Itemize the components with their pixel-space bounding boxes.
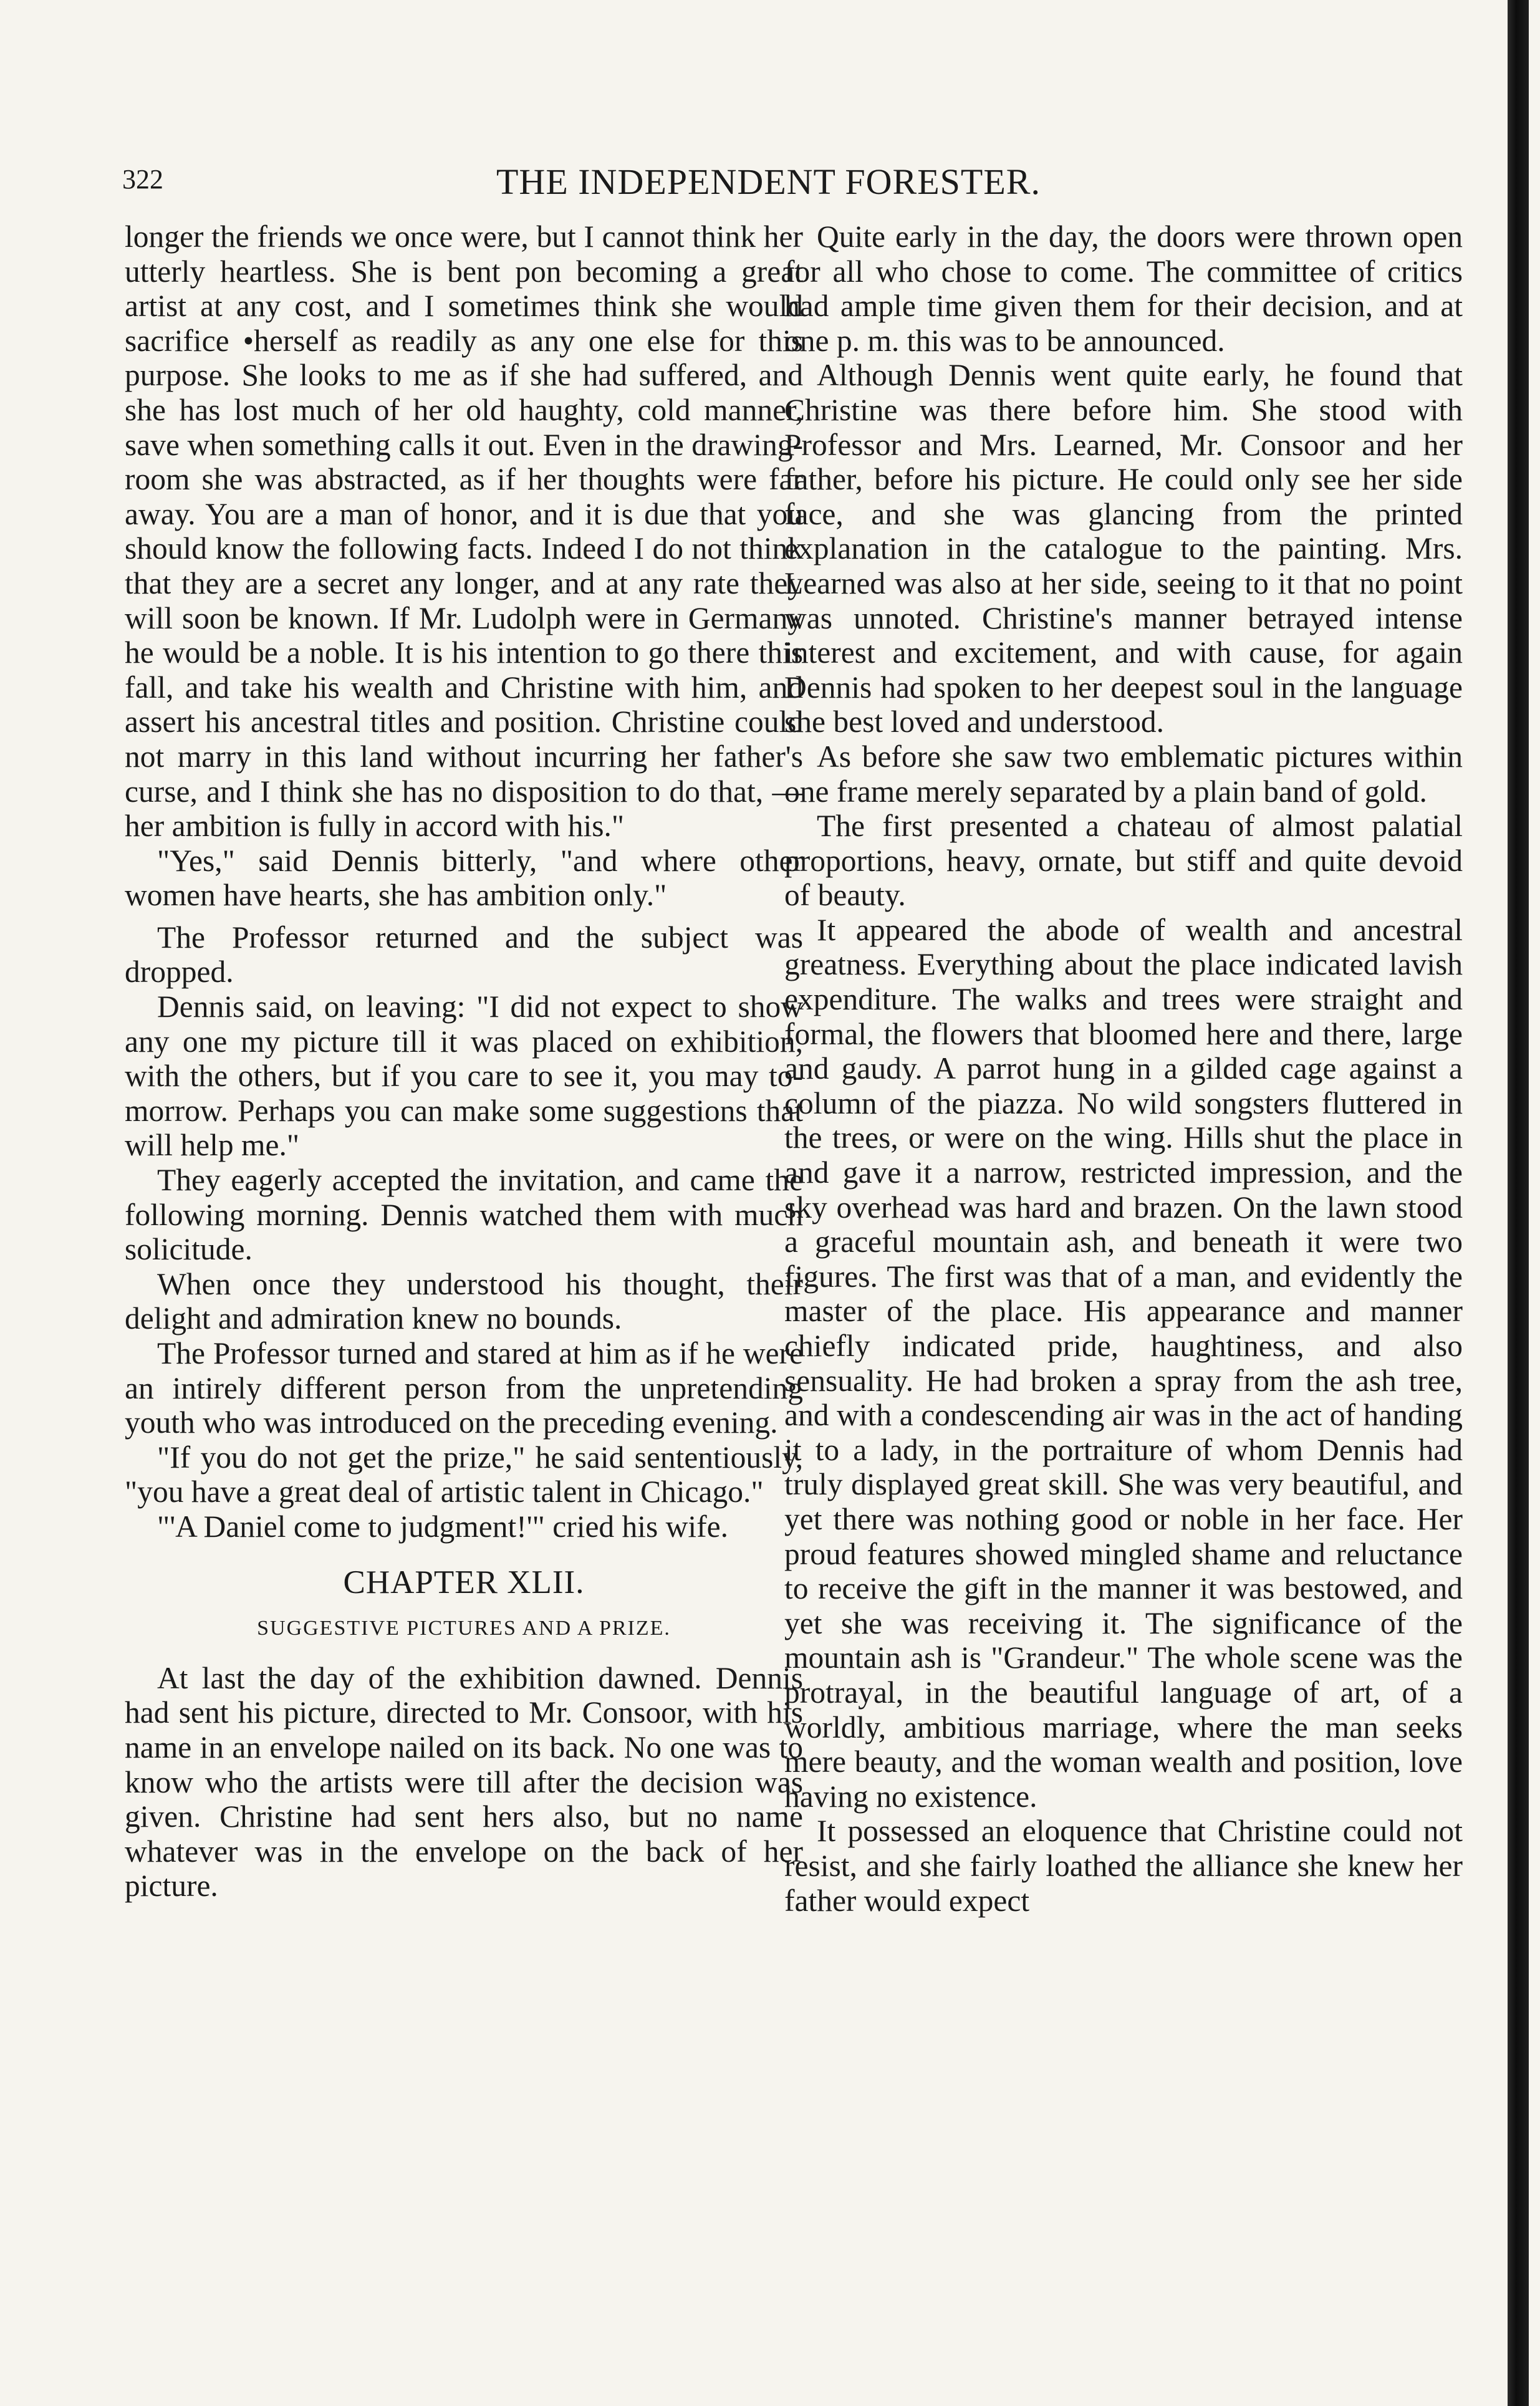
- chapter-heading: CHAPTER XLII.: [343, 1564, 585, 1600]
- chapter-subtitle: SUGGESTIVE PICTURES AND A PRIZE.: [257, 1617, 671, 1640]
- paragraph: longer the friends we once were, but I cannot think her utterly heartless. She is bent pon becoming a great artist at any cost, and I sometimes think she would sacrifice •herself as readily as any one else for this purpose. She looks to me as if she had suffered, and she has lost much of her old haughty, cold manner, save when something calls it out. Even in the drawing-room she was abstracted, as if her thoughts were far away. You are a man of honor, and it is due that you should know the following facts. Indeed I do not think that they are a secret any longer, and at any rate they will soon be known. If Mr. Ludolph were in Germany he would be a noble. It is his intention to go there this fall, and take his wealth and Christine with him, and assert his ancestral titles and position. Christine could not marry in this land without incurring her father's curse, and I think she has no disposition to do that, —her ambition is fully in accord with his.": [125, 219, 803, 844]
- paragraph: The first presented a chateau of almost palatial proportions, heavy, ornate, but stiff and quite devoid of beauty.: [784, 809, 1463, 913]
- paragraph: When once they understood his thought, their delight and admiration knew no bounds.: [125, 1266, 803, 1336]
- paragraph: Although Dennis went quite early, he found that Christine was there before him. She stood with Professor and Mrs. Learned, Mr. Consoor and her father, before his picture. He could only see her side face, and she was glancing from the printed explanation in the catalogue to the painting. Mrs. Learned was also at her side, seeing to it that no point was unnoted. Christine's manner betrayed intense interest and excitement, and with cause, for again Dennis had spoken to her deepest soul in the language she best loved and understood.: [784, 358, 1463, 739]
- paragraph: It appeared the abode of wealth and ancestral greatness. Everything about the place indicated lavish expenditure. The walks and trees were straight and formal, the flowers that bloomed here and there, large and gaudy. A parrot hung in a gilded cage against a column of the piazza. No wild songsters fluttered in the trees, or were on the wing. Hills shut the place in and gave it a narrow, restricted impression, and the sky overhead was hard and brazen. On the lawn stood a graceful mountain ash, and beneath it were two figures. The first was that of a man, and evidently the master of the place. His appearance and manner chiefly indicated pride, haughtiness, and also sensuality. He had broken a spray from the ash tree, and with a condescending air was in the act of handing it to a lady, in the portraiture of whom Dennis had truly displayed great skill. She was very beautiful, and yet there was nothing good or noble in her face. Her proud features showed mingled shame and reluctance to receive the gift in the manner it was bestowed, and yet she was receiving it. The significance of the mountain ash is "Grandeur." The whole scene was the protrayal, in the beautiful language of art, of a worldly, ambitious marriage, where the man seeks mere beauty, and the woman wealth and position, love having no existence.: [784, 912, 1463, 1814]
- paragraph: "'A Daniel come to judgment!'" cried his wife.: [157, 1509, 729, 1544]
- paragraph: "Yes," said Dennis bitterly, "and where other women have hearts, she has ambition only.": [125, 843, 803, 913]
- paragraph: The Professor turned and stared at him as if he were an intirely different person from the unpretending youth who was introduced on the preceding evening.: [125, 1336, 803, 1440]
- paragraph: The Professor returned and the subject was dropped.: [125, 920, 803, 989]
- running-title: THE INDEPENDENT FORESTER.: [496, 161, 1041, 202]
- paragraph: Quite early in the day, the doors were thrown open for all who chose to come. The committee of critics had ample time given them for their decision, and at one p. m. this was to be announced.: [784, 219, 1463, 358]
- paragraph: At last the day of the exhibition dawned. Dennis had sent his picture, directed to Mr. Consoor, with his name in an envelope nailed on its back. No one was to know who the artists were till after the decision was given. Christine had sent hers also, but no name whatever was in the envelope on the back of her picture.: [125, 1660, 803, 1903]
- paragraph: "If you do not get the prize," he said sententiously, "you have a great deal of artistic talent in Chicago.": [125, 1440, 803, 1509]
- paragraph: It possessed an eloquence that Christine could not resist, and she fairly loathed the alliance she knew her father would expect: [784, 1814, 1463, 1918]
- paragraph: They eagerly accepted the invitation, and came the following morning. Dennis watched them with much solicitude.: [125, 1163, 803, 1267]
- left-column: [125, 219, 803, 1903]
- page-edge-shadow: [1508, 0, 1529, 2406]
- paragraph: Dennis said, on leaving: "I did not expect to show any one my picture till it was placed on exhibition, with the others, but if you care to see it, you may to-morrow. Perhaps you can make some suggestions that will help me.": [125, 989, 803, 1163]
- paragraph: As before she saw two emblematic pictures within one frame merely separated by a plain band of gold.: [784, 739, 1463, 809]
- page-number: 322: [122, 164, 163, 195]
- right-column: [784, 219, 1463, 1918]
